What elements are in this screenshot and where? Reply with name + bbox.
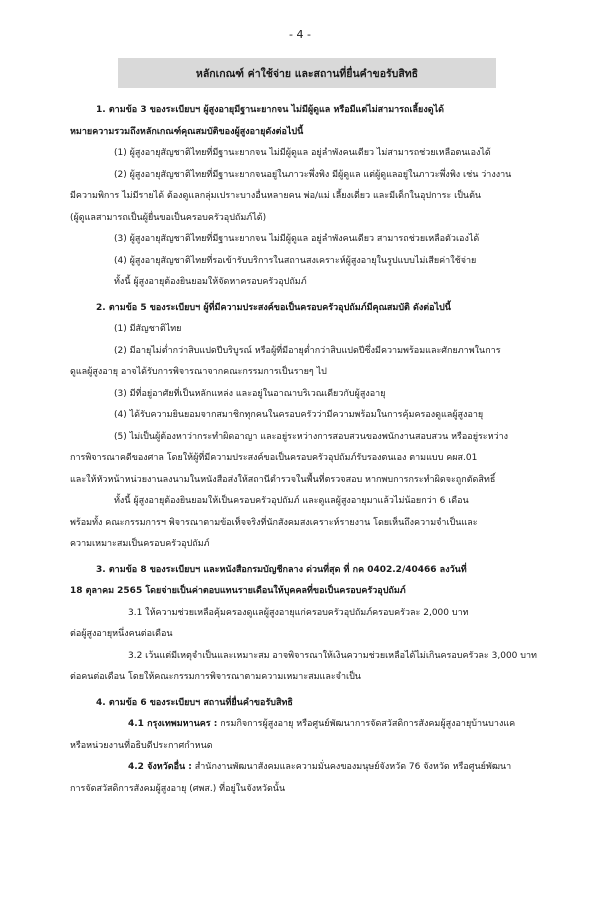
criteria-4-province-text: สำนักงานพัฒนาสังคมและความมั่นคงของมนุษย์จังหวัด 76 จังหวัด หรือศูนย์พัฒนา bbox=[194, 762, 512, 772]
criteria-2-item-2-cont: ดูแลผู้สูงอายุ อาจได้รับการพิจารณาจากคณะกรรมการเป็นรายๆ ไป bbox=[70, 367, 327, 377]
criteria-2-note-cont: พร้อมทั้ง คณะกรรมการฯ พิจารณาตามข้อเท็จจริงที่นักสังคมสงเคราะห์รายงาน โดยเห็นถึงความจำเป็นและ bbox=[70, 517, 478, 528]
criteria-4-bangkok bbox=[70, 714, 552, 736]
criteria-1-heading: 1. ตามข้อ 3 ของระเบียบฯ ผู้สูงอายุมีฐานะยากจน ไม่มีผู้ดูแล หรือมีแต่ไม่สามารถเลี้ยงดูได้ bbox=[96, 105, 444, 115]
criteria-3-item-2-cont: ต่อคนต่อเดือน โดยให้คณะกรรมการพิจารณาตามความเหมาะสมและจำเป็น bbox=[70, 672, 361, 682]
criteria-1-item-4: (4) ผู้สูงอายุสัญชาติไทยที่รอเข้ารับบริการในสถานสงเคราะห์ผู้สูงอายุในรูปแบบไม่เสียค่าใช้จ่าย bbox=[114, 255, 477, 266]
criteria-3-item-1: 3.1 ให้ความช่วยเหลือคุ้มครองดูแลผู้สูงอายุแก่ครอบครัวอุปถัมภ์ครอบครัวละ 2,000 บาท bbox=[128, 607, 469, 618]
criteria-4-bangkok-text: กรมกิจการผู้สูงอายุ หรือศูนย์พัฒนาการจัดสวัสดิการสังคมผู้สูงอายุบ้านบางแค bbox=[220, 719, 516, 729]
criteria-2-item-4: (4) ได้รับความยินยอมจากสมาชิกทุกคนในครอบครัวว่ามีความพร้อมในการคุ้มครองดูแลผู้สูงอายุ bbox=[114, 410, 484, 420]
criteria-3-item-2: 3.2 เว้นแต่มีเหตุจำเป็นและเหมาะสม อาจพิจารณาให้เงินความช่วยเหลือได้ไม่เกินครอบครัวละ 3,000 บาท bbox=[128, 650, 537, 661]
criteria-4-bangkok-cont: หรือหน่วยงานที่อธิบดีประกาศกำหนด bbox=[70, 740, 213, 751]
criteria-4-province-label: 4.2 จังหวัดอื่น : bbox=[128, 762, 192, 772]
criteria-2-heading: 2. ตามข้อ 5 ของระเบียบฯ ผู้ที่มีความประสงค์ขอเป็นครอบครัวอุปถัมภ์มีคุณสมบัติ ดังต่อไปนี้ bbox=[96, 302, 451, 313]
criteria-1-heading-cont: หมายความรวมถึงหลักเกณฑ์คุณสมบัติของผู้สูงอายุดังต่อไปนี้ bbox=[70, 126, 304, 137]
criteria-2-item-1: (1) มีสัญชาติไทย bbox=[114, 324, 182, 334]
criteria-1-item-3: (3) ผู้สูงอายุสัญชาติไทยที่มีฐานะยากจน ไม่มีผู้ดูแล อยู่ลำพังคนเดียว สามารถช่วยเหลือตัวเองได้ bbox=[114, 234, 480, 244]
section-heading: หลักเกณฑ์ ค่าใช้จ่าย และสถานที่ยื่นคำขอรับสิทธิ bbox=[118, 58, 496, 88]
document-body bbox=[70, 100, 552, 800]
criteria-2-item-5-cont: การพิจารณาคดีของศาล โดยให้ผู้ที่มีความประสงค์ขอเป็นครอบครัวอุปถัมภ์รับรองตนเอง ตามแบบ คผส.01 bbox=[70, 453, 478, 463]
criteria-1-item-2: (2) ผู้สูงอายุสัญชาติไทยที่มีฐานะยากจนอยู่ในภาวะพึ่งพิง มีผู้ดูแล แต่ผู้ดูแลอยู่ในภาวะพึ่งพิง เช่น ว่างงาน bbox=[114, 169, 512, 180]
criteria-2-item-3: (3) มีที่อยู่อาศัยที่เป็นหลักแหล่ง และอยู่ในอาณาบริเวณเดียวกับผู้สูงอายุ bbox=[114, 388, 386, 399]
criteria-4-province-cont: การจัดสวัสดิการสังคมผู้สูงอายุ (ศพส.) ที่อยู่ในจังหวัดนั้น bbox=[70, 783, 286, 794]
criteria-1-item-1: (1) ผู้สูงอายุสัญชาติไทยที่มีฐานะยากจน ไม่มีผู้ดูแล อยู่ลำพังคนเดียว ไม่สามารถช่วยเหลือตนเองได้ bbox=[114, 148, 491, 158]
criteria-2-note-cont-2: ความเหมาะสมเป็นครอบครัวอุปถัมภ์ bbox=[70, 539, 210, 549]
criteria-1-item-4-cont: ทั้งนี้ ผู้สูงอายุต้องยินยอมให้จัดหาครอบครัวอุปถัมภ์ bbox=[114, 277, 307, 287]
criteria-2-note: ทั้งนี้ ผู้สูงอายุต้องยินยอมให้เป็นครอบครัวอุปถัมภ์ และดูแลผู้สูงอายุมาแล้วไม่น้อยกว่า 6 เดือน bbox=[114, 496, 469, 506]
criteria-4-heading: 4. ตามข้อ 6 ของระเบียบฯ สถานที่ยื่นคำขอรับสิทธิ bbox=[96, 697, 293, 708]
criteria-1-item-2-note: (ผู้ดูแลสามารถเป็นผู้ยื่นขอเป็นครอบครัวอุปถัมภ์ได้) bbox=[70, 212, 267, 223]
criteria-2-item-5-cont-2: และให้หัวหน้าหน่วยงานลงนามในหนังสือส่งให้สถานีตำรวจในพื้นที่ตรวจสอบ หากพบการกระทำผิดจะถูกตัดสิทธิ์ bbox=[70, 474, 496, 485]
criteria-4-bangkok-label: 4.1 กรุงเทพมหานคร : bbox=[128, 719, 218, 729]
criteria-2-item-2: (2) มีอายุไม่ต่ำกว่าสิบแปดปีบริบูรณ์ หรือผู้ที่มีอายุต่ำกว่าสิบแปดปีซึ่งมีความพร้อมและศักยภาพในการ bbox=[114, 345, 501, 356]
criteria-3-heading: 3. ตามข้อ 8 ของระเบียบฯ และหนังสือกรมบัญชีกลาง ด่วนที่สุด ที่ กค 0402.2/40466 ลงวันที่ bbox=[96, 564, 467, 575]
criteria-3-item-1-cont: ต่อผู้สูงอายุหนึ่งคนต่อเดือน bbox=[70, 629, 173, 639]
criteria-1-item-2-cont: มีความพิการ ไม่มีรายได้ ต้องดูแลกลุ่มเปราะบางอื่นหลายคน พ่อ/แม่ เลี้ยงเดี่ยว และมีเด็กในอุปการะ เป็นต้น bbox=[70, 191, 482, 201]
criteria-2-item-5: (5) ไม่เป็นผู้ต้องหาว่ากระทำผิดอาญา และอยู่ระหว่างการสอบสวนของพนักงานสอบสวน หรืออยู่ระหว่าง bbox=[114, 431, 509, 442]
criteria-3-heading-cont: 18 ตุลาคม 2565 โดยจ่ายเป็นค่าตอบแทนรายเดือนให้บุคคลที่ขอเป็นครอบครัวอุปถัมภ์ bbox=[70, 586, 406, 596]
page-number: - 4 - bbox=[289, 28, 311, 41]
criteria-4-province bbox=[70, 757, 552, 779]
